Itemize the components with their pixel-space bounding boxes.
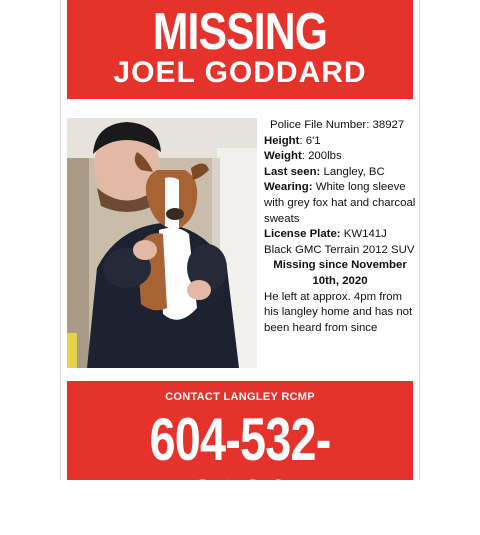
last-seen-row bbox=[264, 165, 416, 181]
last-seen-label: Last seen: bbox=[264, 165, 321, 178]
wearing-row bbox=[264, 180, 416, 227]
weight-label: Weight bbox=[264, 150, 302, 163]
missing-poster bbox=[60, 0, 420, 535]
police-file: Police File Number: 38927 bbox=[270, 119, 405, 131]
last-seen-value: Langley, BC bbox=[320, 165, 385, 178]
contact-banner bbox=[67, 381, 413, 535]
photo-illustration bbox=[67, 118, 257, 368]
description: He left at approx. 4pm from his langley home and has not been heard from since bbox=[264, 290, 413, 334]
header-banner bbox=[67, 0, 413, 99]
weight-row bbox=[264, 149, 416, 165]
poster-right-edge bbox=[419, 0, 420, 480]
info-panel bbox=[264, 118, 416, 336]
license-row bbox=[264, 227, 416, 258]
phone-number: 604-532-3200 bbox=[149, 406, 331, 535]
license-label: License Plate: bbox=[264, 228, 341, 241]
wearing-label: Wearing: bbox=[264, 181, 313, 194]
person-photo bbox=[67, 118, 257, 368]
height-label: Height bbox=[264, 134, 300, 147]
license-value: KW141J Black GMC Terrain 2012 SUV bbox=[264, 228, 415, 256]
poster-left-edge bbox=[60, 0, 61, 480]
height-row bbox=[264, 134, 416, 150]
weight-value: : 200lbs bbox=[301, 150, 342, 163]
missing-title: MISSING bbox=[152, 3, 328, 61]
person-name: JOEL GODDARD bbox=[113, 56, 367, 89]
height-value: : 6'1 bbox=[299, 134, 321, 147]
missing-since: Missing since November 10th, 2020 bbox=[273, 259, 407, 287]
contact-label: CONTACT LANGLEY RCMP bbox=[165, 391, 315, 403]
wearing-value: White long sleeve with grey fox hat and charcoal sweats bbox=[264, 181, 416, 225]
